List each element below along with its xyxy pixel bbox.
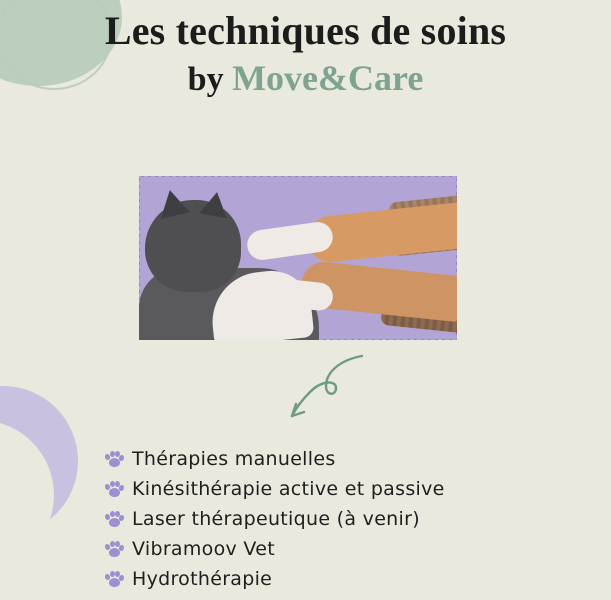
paw-icon [104,480,124,498]
paw-icon [104,510,124,528]
title-by-prefix: by [187,61,233,98]
list-item [104,566,593,592]
photo-border-dots-top [139,176,457,178]
technique-label: Kinésithérapie active et passive [132,478,445,500]
paw-icon [104,540,124,558]
title-line-primary: Les techniques de soins [104,8,507,53]
cat-ear-right [199,190,231,218]
title-line-secondary [0,56,611,102]
technique-label: Vibramoov Vet [132,538,275,560]
brand-name: Move&Care [232,58,424,98]
curved-arrow-icon [270,350,390,430]
technique-label: Thérapies manuelles [132,448,336,470]
list-item [104,506,593,532]
technique-label: Laser thérapeutique (à venir) [132,508,420,530]
technique-label: Hydrothérapie [132,568,273,590]
techniques-list [104,446,593,596]
paw-icon [104,570,124,588]
list-item [104,536,593,562]
list-item [104,446,593,472]
list-item [104,476,593,502]
poster-title [0,8,611,102]
hero-photo [139,176,457,340]
paw-icon [104,450,124,468]
